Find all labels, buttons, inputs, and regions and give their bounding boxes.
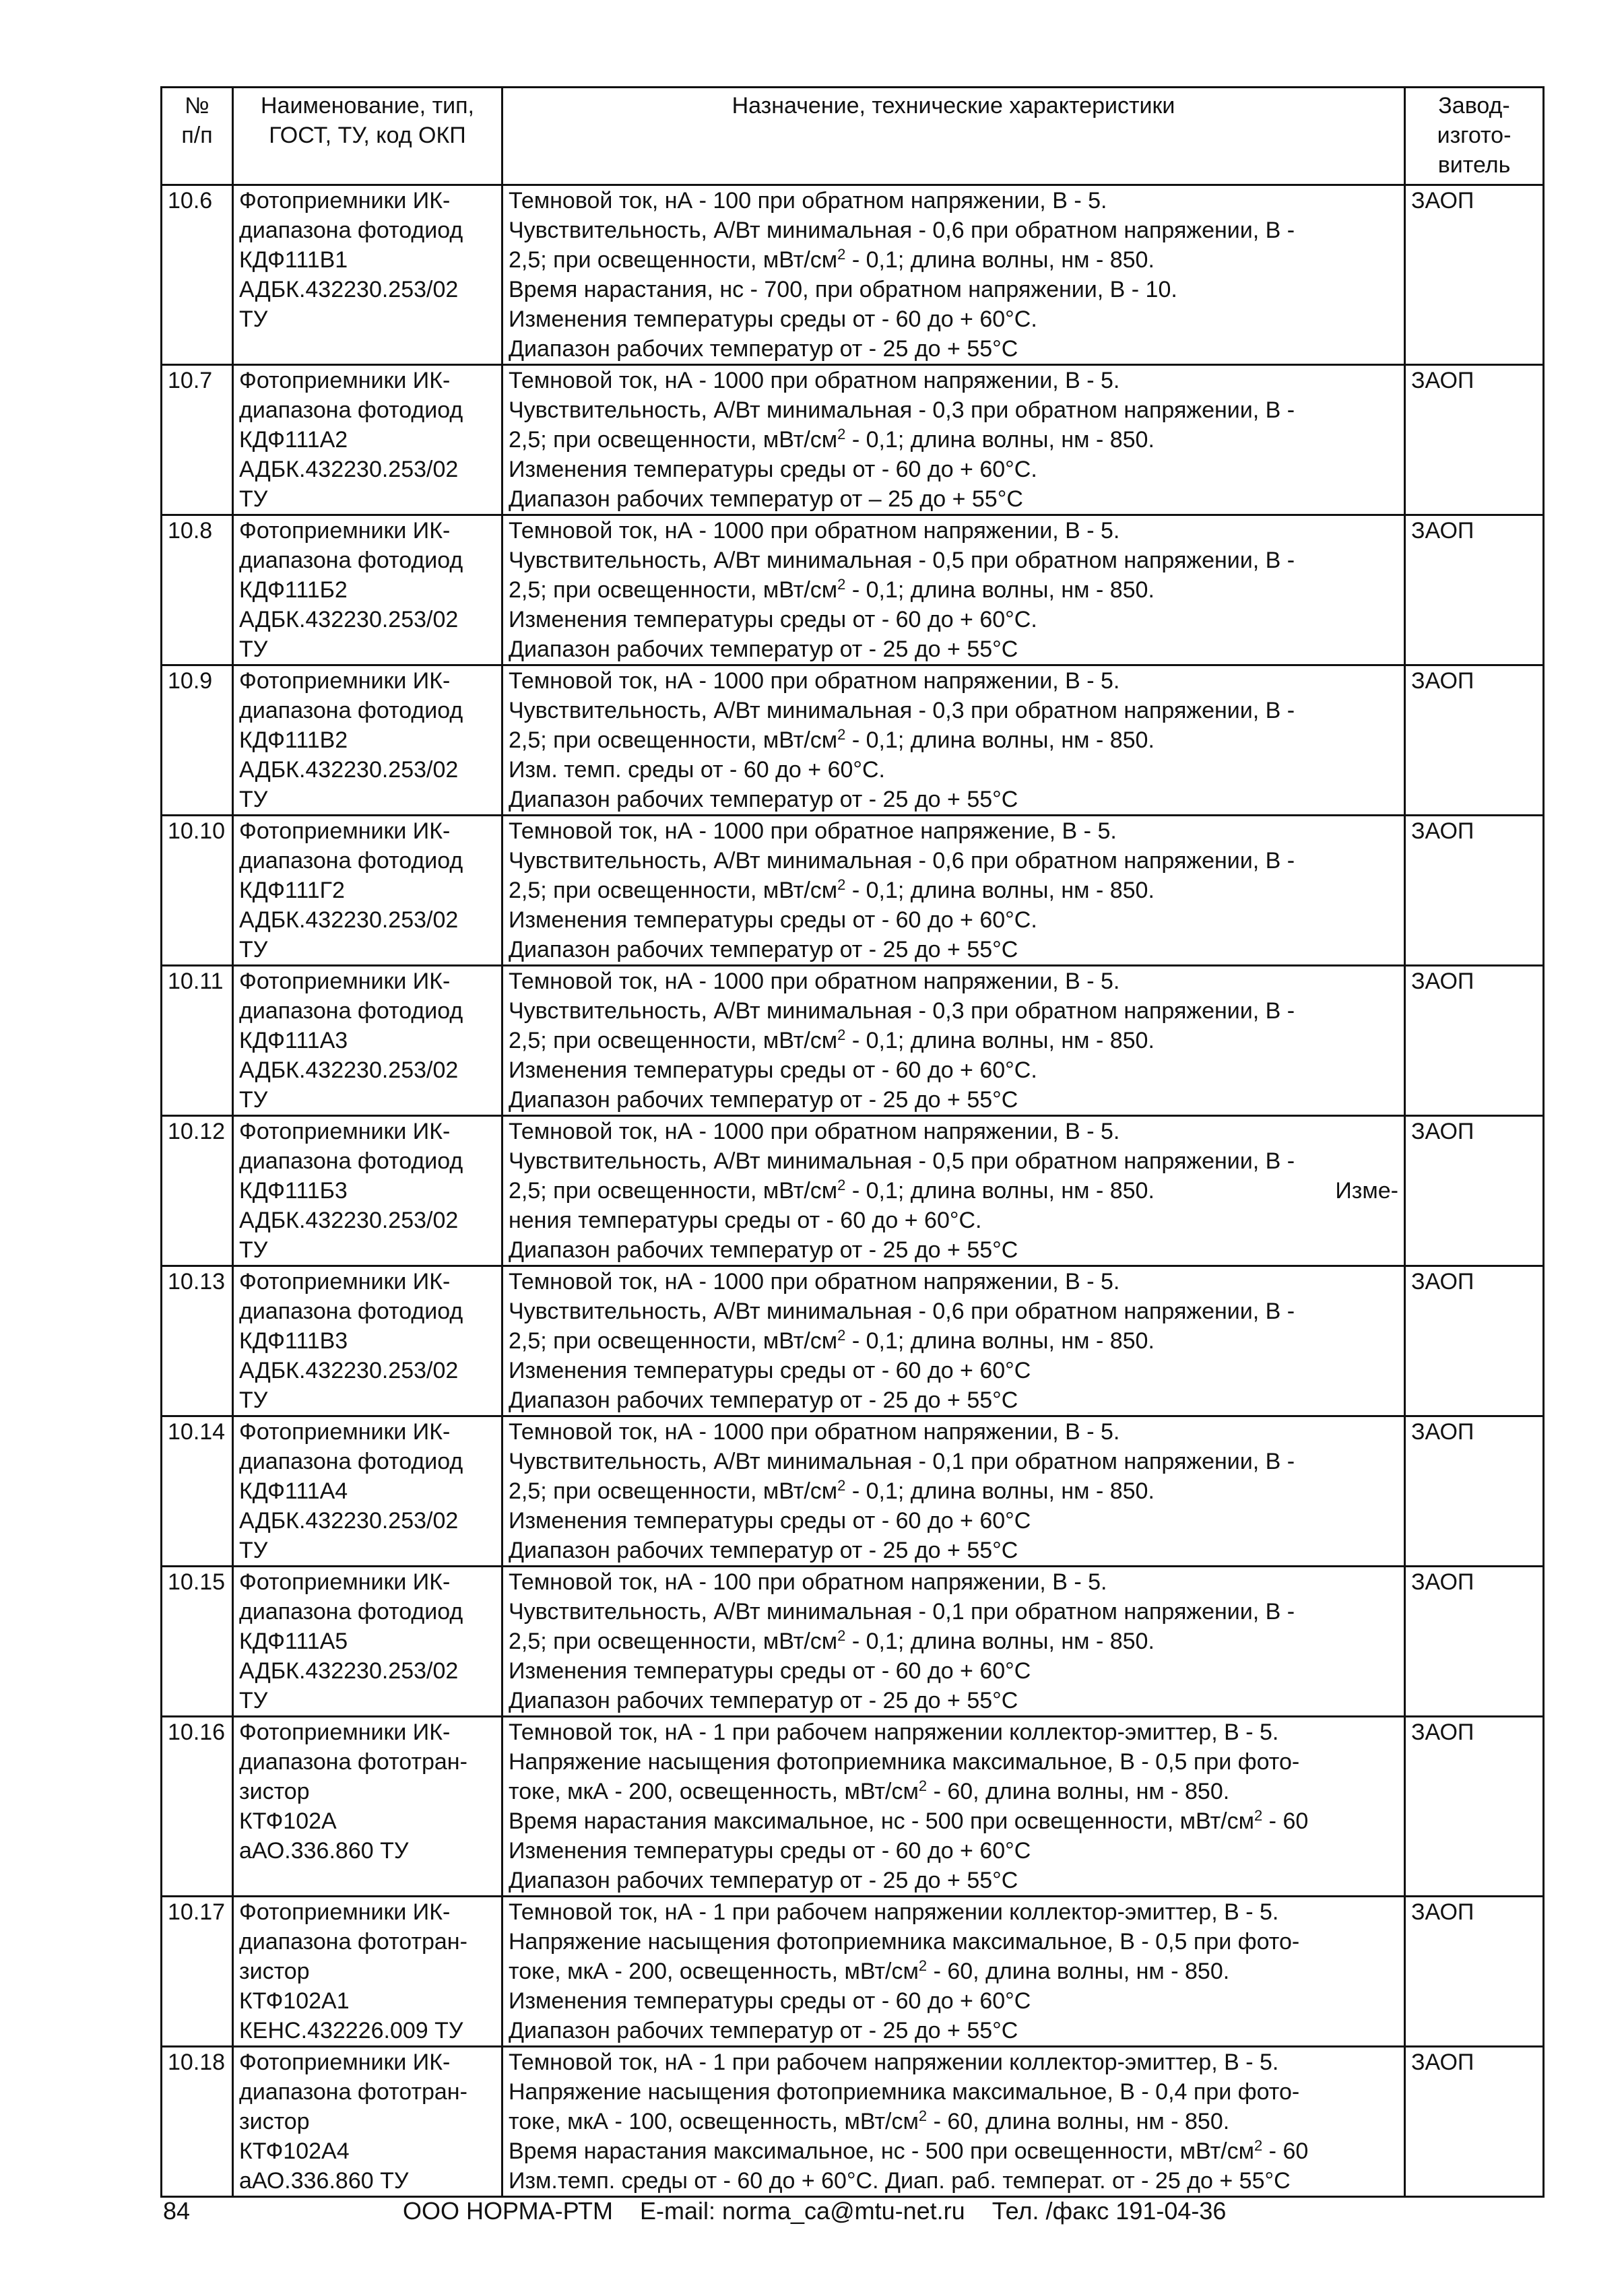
table-row (162, 1266, 1544, 1416)
header-description-line: Назначение, технические характеристики (732, 93, 1175, 119)
footer-contacts: ООО НОРМА-РТМ E-mail: norma_ca@mtu-net.ru Тел. /факс 191-04-36 (403, 2197, 1227, 2225)
table-row (162, 1567, 1544, 1717)
item-name-line: ТУ (239, 1237, 268, 1263)
manufacturer: ЗАОП (1405, 966, 1544, 1116)
table-row (162, 2047, 1544, 2197)
description-text: токе, мкА - 200, освещенность, мВт/см (509, 1779, 919, 1804)
description-line: Диапазон рабочих температур от - 25 до + 55°С (509, 1387, 1018, 1413)
description-text: 2,5; при освещенности, мВт/см (509, 1178, 838, 1204)
description-fragment (509, 2138, 1308, 2164)
description-line: Чувствительность, А/Вт минимальная - 0,3 при обратном напряжении, В - (509, 698, 1295, 723)
item-name-line: ТУ (239, 787, 268, 812)
table-row (162, 816, 1544, 966)
description-line (509, 876, 1398, 905)
item-name-line: диапазона фототран- (239, 1749, 467, 1775)
item-name-line: КДФ111Г2 (239, 878, 345, 903)
item-name-line: АДБК.432230.253/02 (239, 1358, 459, 1383)
description-line (509, 1627, 1398, 1656)
item-name-line: диапазона фототран- (239, 1929, 467, 1955)
description-text: токе, мкА - 100, освещенность, мВт/см (509, 2109, 919, 2134)
description-text: - 0,1; длина волны, нм - 850. (845, 247, 1155, 273)
item-name-line: ТУ (239, 937, 268, 962)
description-line: Темновой ток, нА - 100 при обратном напряжении, В - 5. (509, 188, 1107, 214)
description-line: Темновой ток, нА - 1000 при обратном напряжении, В - 5. (509, 1419, 1120, 1445)
item-name-line: ТУ (239, 1538, 268, 1563)
header-manufacturer-line: изгото- (1437, 123, 1512, 148)
description-line: Изменения температуры среды от - 60 до + 60°С. (509, 907, 1037, 933)
item-name-line: КДФ111А5 (239, 1629, 348, 1654)
description-line: Темновой ток, нА - 1000 при обратном напряжении, В - 5. (509, 368, 1120, 393)
item-name-line: Фотоприемники ИК- (239, 2050, 451, 2075)
description-line (509, 1476, 1398, 1506)
description-line (509, 425, 1398, 455)
item-name (233, 816, 502, 966)
item-name (233, 1416, 502, 1567)
description-text: - 60 (1262, 1808, 1309, 1834)
item-name-line: диапазона фотодиод (239, 698, 463, 723)
description-text: - 0,1; длина волны, нм - 850. (845, 577, 1155, 603)
description-line: Изм.темп. среды от - 60 до + 60°С. Диап. раб. температ. от - 25 до + 55°С (509, 2168, 1291, 2194)
description-line: нения температуры среды от - 60 до + 60°С. (509, 1208, 982, 1233)
header-number (162, 88, 233, 185)
description-line (509, 1326, 1398, 1356)
header-row (162, 88, 1544, 185)
item-name (233, 185, 502, 365)
item-number: 10.14 (162, 1416, 233, 1567)
item-description (502, 185, 1405, 365)
item-name (233, 515, 502, 665)
description-line: Время нарастания, нс - 700, при обратном напряжении, В - 10. (509, 277, 1177, 302)
item-name-line: КТФ102А (239, 1808, 337, 1834)
description-text: 2,5; при освещенности, мВт/см (509, 247, 838, 273)
page-footer (160, 2194, 1542, 2228)
item-description (502, 1567, 1405, 1717)
table-body (162, 185, 1544, 2197)
header-number-line: п/п (181, 123, 213, 148)
description-fragment (509, 1959, 1229, 1984)
description-line: Изменения температуры среды от - 60 до + 60°С (509, 1988, 1031, 2014)
unit-superscript: 2 (918, 1777, 928, 1794)
description-line: Чувствительность, А/Вт минимальная - 0,5 при обратном напряжении, В - (509, 1148, 1295, 1174)
item-number: 10.18 (162, 2047, 233, 2197)
item-description (502, 1116, 1405, 1266)
manufacturer: ЗАОП (1405, 1717, 1544, 1897)
item-number: 10.8 (162, 515, 233, 665)
description-fragment (509, 1629, 1155, 1654)
item-name-line: диапазона фотодиод (239, 548, 463, 573)
item-name-line: АДБК.432230.253/02 (239, 607, 459, 632)
item-description (502, 1717, 1405, 1897)
manufacturer: ЗАОП (1405, 1266, 1544, 1416)
table-row (162, 1717, 1544, 1897)
item-name-line: Фотоприемники ИК- (239, 518, 451, 544)
item-name-line: АДБК.432230.253/02 (239, 1508, 459, 1534)
description-text: 2,5; при освещенности, мВт/см (509, 1629, 838, 1654)
item-name-line: КЕНС.432226.009 ТУ (239, 2018, 463, 2043)
description-fragment (509, 727, 1155, 753)
item-name (233, 966, 502, 1116)
description-text: 2,5; при освещенности, мВт/см (509, 727, 838, 753)
description-text: - 60, длина волны, нм - 850. (927, 1959, 1230, 1984)
description-line: Диапазон рабочих температур от - 25 до + 55°С (509, 1688, 1018, 1713)
item-description (502, 1266, 1405, 1416)
table-row (162, 1416, 1544, 1567)
description-fragment (509, 878, 1155, 903)
description-line: Темновой ток, нА - 1000 при обратном напряжении, В - 5. (509, 969, 1120, 994)
item-name-line: диапазона фотодиод (239, 1599, 463, 1625)
description-line: Чувствительность, А/Вт минимальная - 0,6 при обратном напряжении, В - (509, 218, 1295, 243)
description-line: Изменения температуры среды от - 60 до + 60°С (509, 1838, 1031, 1864)
description-text: 2,5; при освещенности, мВт/см (509, 878, 838, 903)
item-name-line: Фотоприемники ИК- (239, 1269, 451, 1295)
item-number: 10.13 (162, 1266, 233, 1416)
description-line: Темновой ток, нА - 1 при рабочем напряжении коллектор-эмиттер, В - 5. (509, 2050, 1279, 2075)
description-text: - 0,1; длина волны, нм - 850. (845, 1629, 1155, 1654)
unit-superscript: 2 (837, 1327, 846, 1344)
item-name-line: ТУ (239, 1688, 268, 1713)
unit-superscript: 2 (837, 1627, 846, 1644)
item-name (233, 365, 502, 515)
page-number: 84 (163, 2197, 191, 2225)
description-line: Диапазон рабочих температур от - 25 до + 55°С (509, 1087, 1018, 1113)
manufacturer: ЗАОП (1405, 515, 1544, 665)
description-line (509, 2136, 1398, 2166)
manufacturer: ЗАОП (1405, 1567, 1544, 1717)
header-name-line: ГОСТ, ТУ, код ОКП (269, 123, 466, 148)
description-line: Темновой ток, нА - 1000 при обратном напряжении, В - 5. (509, 668, 1120, 694)
item-number: 10.7 (162, 365, 233, 515)
catalog-table (160, 86, 1545, 2198)
description-text: Время нарастания максимальное, нс - 500 при освещенности, мВт/см (509, 2138, 1254, 2164)
description-line: Напряжение насыщения фотоприемника максимальное, В - 0,5 при фото- (509, 1749, 1300, 1775)
description-line (509, 725, 1398, 755)
description-text: 2,5; при освещенности, мВт/см (509, 577, 838, 603)
description-line: Диапазон рабочих температур от – 25 до + 55°С (509, 486, 1023, 512)
item-name-line: КТФ102А4 (239, 2138, 350, 2164)
item-number: 10.11 (162, 966, 233, 1116)
description-line: Чувствительность, А/Вт минимальная - 0,5 при обратном напряжении, В - (509, 548, 1295, 573)
item-number: 10.10 (162, 816, 233, 966)
item-name-line: КТФ102А1 (239, 1988, 350, 2014)
item-name-line: зистор (239, 1959, 310, 1984)
item-number: 10.12 (162, 1116, 233, 1266)
item-name (233, 1897, 502, 2047)
item-name-line: зистор (239, 1779, 310, 1804)
description-fragment (509, 247, 1155, 273)
item-name-line: АДБК.432230.253/02 (239, 1208, 459, 1233)
description-line: Темновой ток, нА - 1 при рабочем напряжении коллектор-эмиттер, В - 5. (509, 1719, 1279, 1745)
unit-superscript: 2 (1254, 1807, 1263, 1824)
description-line: Чувствительность, А/Вт минимальная - 0,1 при обратном напряжении, В - (509, 1599, 1295, 1625)
item-description (502, 816, 1405, 966)
item-description (502, 365, 1405, 515)
unit-superscript: 2 (918, 2107, 928, 2124)
item-description (502, 1897, 1405, 2047)
description-line: Изменения температуры среды от - 60 до + 60°С. (509, 306, 1037, 332)
item-name-line: Фотоприемники ИК- (239, 1899, 451, 1925)
item-name-line: Фотоприемники ИК- (239, 368, 451, 393)
unit-superscript: 2 (837, 726, 846, 743)
description-line: Изменения температуры среды от - 60 до + 60°С. (509, 607, 1037, 632)
item-description (502, 2047, 1405, 2197)
item-name-line: Фотоприемники ИК- (239, 818, 451, 844)
description-line: Темновой ток, нА - 1000 при обратное напряжение, В - 5. (509, 818, 1117, 844)
item-name-line: АДБК.432230.253/02 (239, 757, 459, 783)
description-text: - 0,1; длина волны, нм - 850. (845, 427, 1155, 453)
description-line (509, 1176, 1398, 1206)
item-description (502, 515, 1405, 665)
description-line: Изм. темп. среды от - 60 до + 60°С. (509, 757, 885, 783)
item-name-line: АДБК.432230.253/02 (239, 277, 459, 302)
description-line (509, 1806, 1398, 1836)
description-text: - 60, длина волны, нм - 850. (927, 1779, 1230, 1804)
description-text: 2,5; при освещенности, мВт/см (509, 1028, 838, 1053)
description-text: - 0,1; длина волны, нм - 850. (845, 1178, 1155, 1204)
description-text: - 0,1; длина волны, нм - 850. (845, 878, 1155, 903)
item-name-line: ТУ (239, 1387, 268, 1413)
item-name-line: диапазона фотодиод (239, 1299, 463, 1324)
description-fragment (509, 577, 1155, 603)
description-line: Диапазон рабочих температур от - 25 до + 55°С (509, 787, 1018, 812)
description-text: токе, мкА - 200, освещенность, мВт/см (509, 1959, 919, 1984)
manufacturer: ЗАОП (1405, 185, 1544, 365)
description-line: Напряжение насыщения фотоприемника максимальное, В - 0,5 при фото- (509, 1929, 1300, 1955)
item-name-line: АДБК.432230.253/02 (239, 1057, 459, 1083)
header-name-line: Наименование, тип, (260, 93, 474, 119)
item-name-line: КДФ111А2 (239, 427, 348, 453)
description-line: Диапазон рабочих температур от - 25 до + 55°С (509, 1237, 1018, 1263)
description-line: Диапазон рабочих температур от - 25 до + 55°С (509, 937, 1018, 962)
header-number-line: № (185, 93, 209, 119)
description-line: Чувствительность, А/Вт минимальная - 0,6 при обратном напряжении, В - (509, 1299, 1295, 1324)
description-line: Изменения температуры среды от - 60 до + 60°С (509, 1658, 1031, 1684)
description-line: Изменения температуры среды от - 60 до + 60°С (509, 1358, 1031, 1383)
description-fragment (509, 1779, 1229, 1804)
description-line: Темновой ток, нА - 1 при рабочем напряжении коллектор-эмиттер, В - 5. (509, 1899, 1279, 1925)
item-name (233, 1567, 502, 1717)
item-name-line: диапазона фотодиод (239, 397, 463, 423)
table-row (162, 665, 1544, 816)
header-manufacturer (1405, 88, 1544, 185)
description-line: Изменения температуры среды от - 60 до + 60°С. (509, 457, 1037, 482)
item-number: 10.15 (162, 1567, 233, 1717)
header-manufacturer-line: витель (1437, 152, 1511, 178)
description-line: Диапазон рабочих температур от - 25 до + 55°С (509, 1868, 1018, 1893)
item-name-line: аАО.336.860 ТУ (239, 1838, 409, 1864)
item-name-line: аАО.336.860 ТУ (239, 2168, 409, 2194)
item-name-line: КДФ111Б2 (239, 577, 348, 603)
header-manufacturer-line: Завод- (1438, 93, 1510, 119)
table-row (162, 1116, 1544, 1266)
item-name (233, 1717, 502, 1897)
header-description (502, 88, 1405, 185)
description-text: - 0,1; длина волны, нм - 850. (845, 1478, 1155, 1504)
item-name-line: КДФ111А3 (239, 1028, 348, 1053)
description-text: 2,5; при освещенности, мВт/см (509, 427, 838, 453)
item-name-line: Фотоприемники ИК- (239, 1419, 451, 1445)
item-number: 10.17 (162, 1897, 233, 2047)
item-name-line: диапазона фототран- (239, 2079, 467, 2105)
item-name-line: КДФ111А4 (239, 1478, 348, 1504)
description-line: Чувствительность, А/Вт минимальная - 0,3 при обратном напряжении, В - (509, 397, 1295, 423)
description-line (509, 2107, 1398, 2136)
description-text: 2,5; при освещенности, мВт/см (509, 1478, 838, 1504)
description-fragment (509, 1176, 1155, 1206)
table-header (162, 88, 1544, 185)
manufacturer: ЗАОП (1405, 816, 1544, 966)
description-line: Чувствительность, А/Вт минимальная - 0,1 при обратном напряжении, В - (509, 1449, 1295, 1474)
description-line: Диапазон рабочих температур от - 25 до + 55°С (509, 336, 1018, 362)
unit-superscript: 2 (837, 246, 846, 263)
item-name-line: диапазона фотодиод (239, 848, 463, 874)
item-name (233, 1266, 502, 1416)
description-fragment (509, 1328, 1155, 1354)
item-name-line: диапазона фотодиод (239, 998, 463, 1024)
description-line: Чувствительность, А/Вт минимальная - 0,3 при обратном напряжении, В - (509, 998, 1295, 1024)
item-name-line: Фотоприемники ИК- (239, 668, 451, 694)
unit-superscript: 2 (837, 1026, 846, 1043)
item-name-line: ТУ (239, 486, 268, 512)
manufacturer: ЗАОП (1405, 665, 1544, 816)
item-name-line: ТУ (239, 306, 268, 332)
description-fragment (509, 1028, 1155, 1053)
description-line: Темновой ток, нА - 1000 при обратном напряжении, В - 5. (509, 518, 1120, 544)
description-text: - 0,1; длина волны, нм - 850. (845, 1028, 1155, 1053)
description-line: Диапазон рабочих температур от - 25 до + 55°С (509, 636, 1018, 662)
manufacturer: ЗАОП (1405, 2047, 1544, 2197)
description-fragment (509, 1808, 1308, 1834)
item-name-line: Фотоприемники ИК- (239, 1569, 451, 1595)
manufacturer: ЗАОП (1405, 1416, 1544, 1567)
item-name (233, 665, 502, 816)
description-text: - 0,1; длина волны, нм - 850. (845, 727, 1155, 753)
unit-superscript: 2 (837, 426, 846, 443)
item-description (502, 1416, 1405, 1567)
item-name (233, 2047, 502, 2197)
description-text: 2,5; при освещенности, мВт/см (509, 1328, 838, 1354)
description-line (509, 575, 1398, 605)
manufacturer: ЗАОП (1405, 365, 1544, 515)
description-line: Изменения температуры среды от - 60 до + 60°С (509, 1508, 1031, 1534)
item-name-line: АДБК.432230.253/02 (239, 1658, 459, 1684)
description-line: Изменения температуры среды от - 60 до + 60°С. (509, 1057, 1037, 1083)
description-line (509, 1957, 1398, 1986)
item-name-line: диапазона фотодиод (239, 1148, 463, 1174)
description-text: - 0,1; длина волны, нм - 850. (845, 1328, 1155, 1354)
item-name-line: АДБК.432230.253/02 (239, 907, 459, 933)
description-fragment (509, 427, 1155, 453)
description-line (509, 245, 1398, 275)
unit-superscript: 2 (1254, 2137, 1263, 2154)
description-fragment (509, 2109, 1229, 2134)
item-name-line: Фотоприемники ИК- (239, 1119, 451, 1144)
description-line: Чувствительность, А/Вт минимальная - 0,6 при обратном напряжении, В - (509, 848, 1295, 874)
item-name-line: Фотоприемники ИК- (239, 969, 451, 994)
description-line: Темновой ток, нА - 100 при обратном напряжении, В - 5. (509, 1569, 1107, 1595)
item-name-line: КДФ111В1 (239, 247, 348, 273)
item-name (233, 1116, 502, 1266)
item-name-line: зистор (239, 2109, 310, 2134)
table-row (162, 365, 1544, 515)
description-text: Время нарастания максимальное, нс - 500 при освещенности, мВт/см (509, 1808, 1254, 1834)
description-text: - 60, длина волны, нм - 850. (927, 2109, 1230, 2134)
item-number: 10.6 (162, 185, 233, 365)
manufacturer: ЗАОП (1405, 1897, 1544, 2047)
item-name-line: диапазона фотодиод (239, 218, 463, 243)
item-name-line: АДБК.432230.253/02 (239, 457, 459, 482)
description-line: Темновой ток, нА - 1000 при обратном напряжении, В - 5. (509, 1269, 1120, 1295)
item-number: 10.16 (162, 1717, 233, 1897)
header-name (233, 88, 502, 185)
description-text: - 60 (1262, 2138, 1309, 2164)
item-name-line: диапазона фотодиод (239, 1449, 463, 1474)
manufacturer: ЗАОП (1405, 1116, 1544, 1266)
table-row (162, 515, 1544, 665)
table-row (162, 1897, 1544, 2047)
unit-superscript: 2 (837, 1177, 846, 1193)
description-hyphenated-word: Изме- (1335, 1178, 1398, 1204)
description-line (509, 1777, 1398, 1806)
description-line: Диапазон рабочих температур от - 25 до + 55°С (509, 2018, 1018, 2043)
description-line: Напряжение насыщения фотоприемника максимальное, В - 0,4 при фото- (509, 2079, 1300, 2105)
description-fragment (509, 1478, 1155, 1504)
table-row (162, 966, 1544, 1116)
item-name-line: Фотоприемники ИК- (239, 188, 451, 214)
item-number: 10.9 (162, 665, 233, 816)
description-line: Диапазон рабочих температур от - 25 до + 55°С (509, 1538, 1018, 1563)
item-name-line: КДФ111В2 (239, 727, 348, 753)
item-description (502, 665, 1405, 816)
unit-superscript: 2 (837, 1477, 846, 1494)
unit-superscript: 2 (837, 876, 846, 893)
description-line (509, 1026, 1398, 1055)
item-description (502, 966, 1405, 1116)
table-row (162, 185, 1544, 365)
item-name-line: ТУ (239, 1087, 268, 1113)
item-name-line: КДФ111Б3 (239, 1178, 348, 1204)
item-name-line: Фотоприемники ИК- (239, 1719, 451, 1745)
unit-superscript: 2 (837, 576, 846, 593)
description-line: Темновой ток, нА - 1000 при обратном напряжении, В - 5. (509, 1119, 1120, 1144)
unit-superscript: 2 (918, 1957, 928, 1974)
item-name-line: ТУ (239, 636, 268, 662)
item-name-line: КДФ111В3 (239, 1328, 348, 1354)
